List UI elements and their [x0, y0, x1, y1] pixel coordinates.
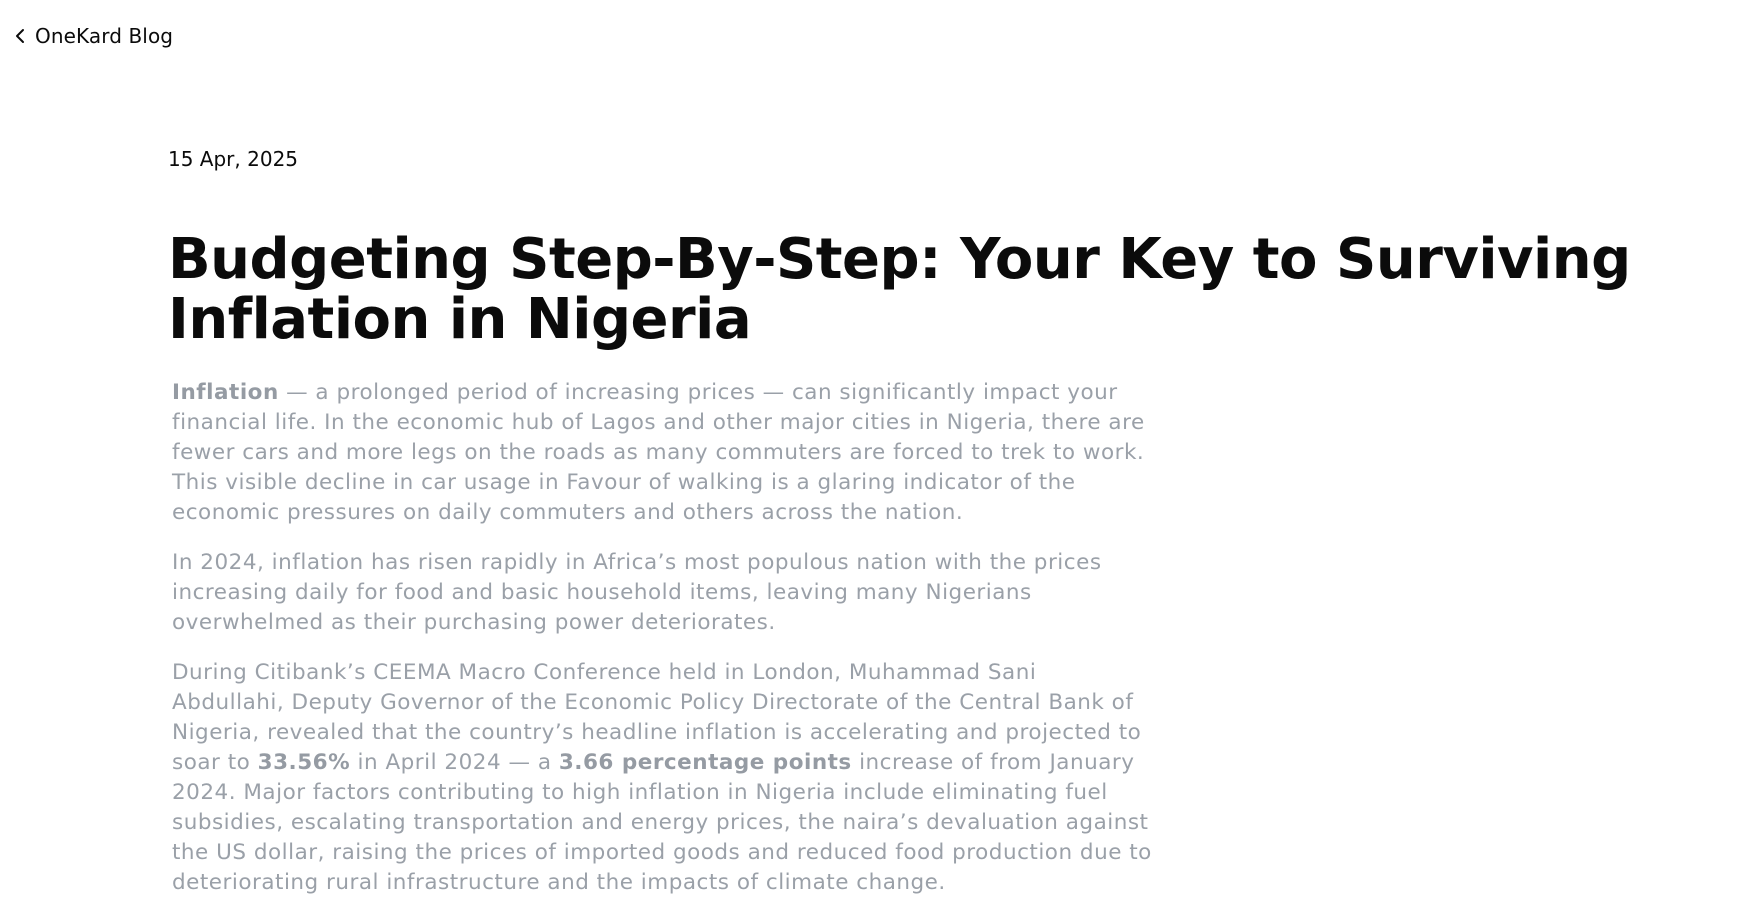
paragraph-2: In 2024, inflation has risen rapidly in Africa’s most populous nation with the prices increasing daily for food and basic household items, leaving many Nigerians overwhelmed as their purchasing power deteriorates. — [172, 550, 1102, 635]
paragraph-1-lead: Inflation — [172, 380, 279, 405]
article-title: Budgeting Step-By-Step: Your Key to Surviving Inflation in Nigeria — [168, 227, 1631, 352]
chevron-left-icon — [13, 28, 27, 44]
paragraph-3 — [172, 658, 1152, 898]
paragraph-1-text: — a prolonged period of increasing prices — can significantly impact your financial life. In the economic hub of Lagos and other major cities in Nigeria, there are fewer cars and more legs on the roads as many commuters are forced to trek to work. This visible decline in car usage in Favour of walking is a glaring indicator of the economic pressures on daily commuters and others across the nation. — [172, 380, 1145, 525]
paragraph-3-text-3: increase of from January 2024. Major factors contributing to high inflation in Nigeria include eliminating fuel subsidies, escalating transportation and energy prices, the naira’s devaluation against the US dollar, raising the prices of imported goods and reduced food production due to deteriorating rural infrastructure and the impacts of climate change. — [172, 750, 1152, 895]
back-to-blog-link[interactable] — [13, 24, 173, 48]
article — [168, 144, 1648, 900]
paragraph-1 — [172, 378, 1152, 528]
article-date: 15 Apr, 2025 — [168, 147, 299, 171]
paragraph-3-text-1: During Citibank’s CEEMA Macro Conference held in London, Muhammad Sani Abdullahi, Deputy Governor of the Economic Policy Directorate of the Central Bank of Nigeria, revealed that the country’s headline inflation is accelerating and projected to soar to — [172, 660, 1142, 775]
paragraph-3-text-2: in April 2024 — a — [350, 750, 559, 775]
percentage-points-figure: 3.66 percentage points — [558, 750, 852, 775]
inflation-rate-figure: 33.56% — [257, 750, 351, 775]
back-link-label: OneKard Blog — [35, 24, 174, 48]
article-body — [172, 378, 1152, 898]
